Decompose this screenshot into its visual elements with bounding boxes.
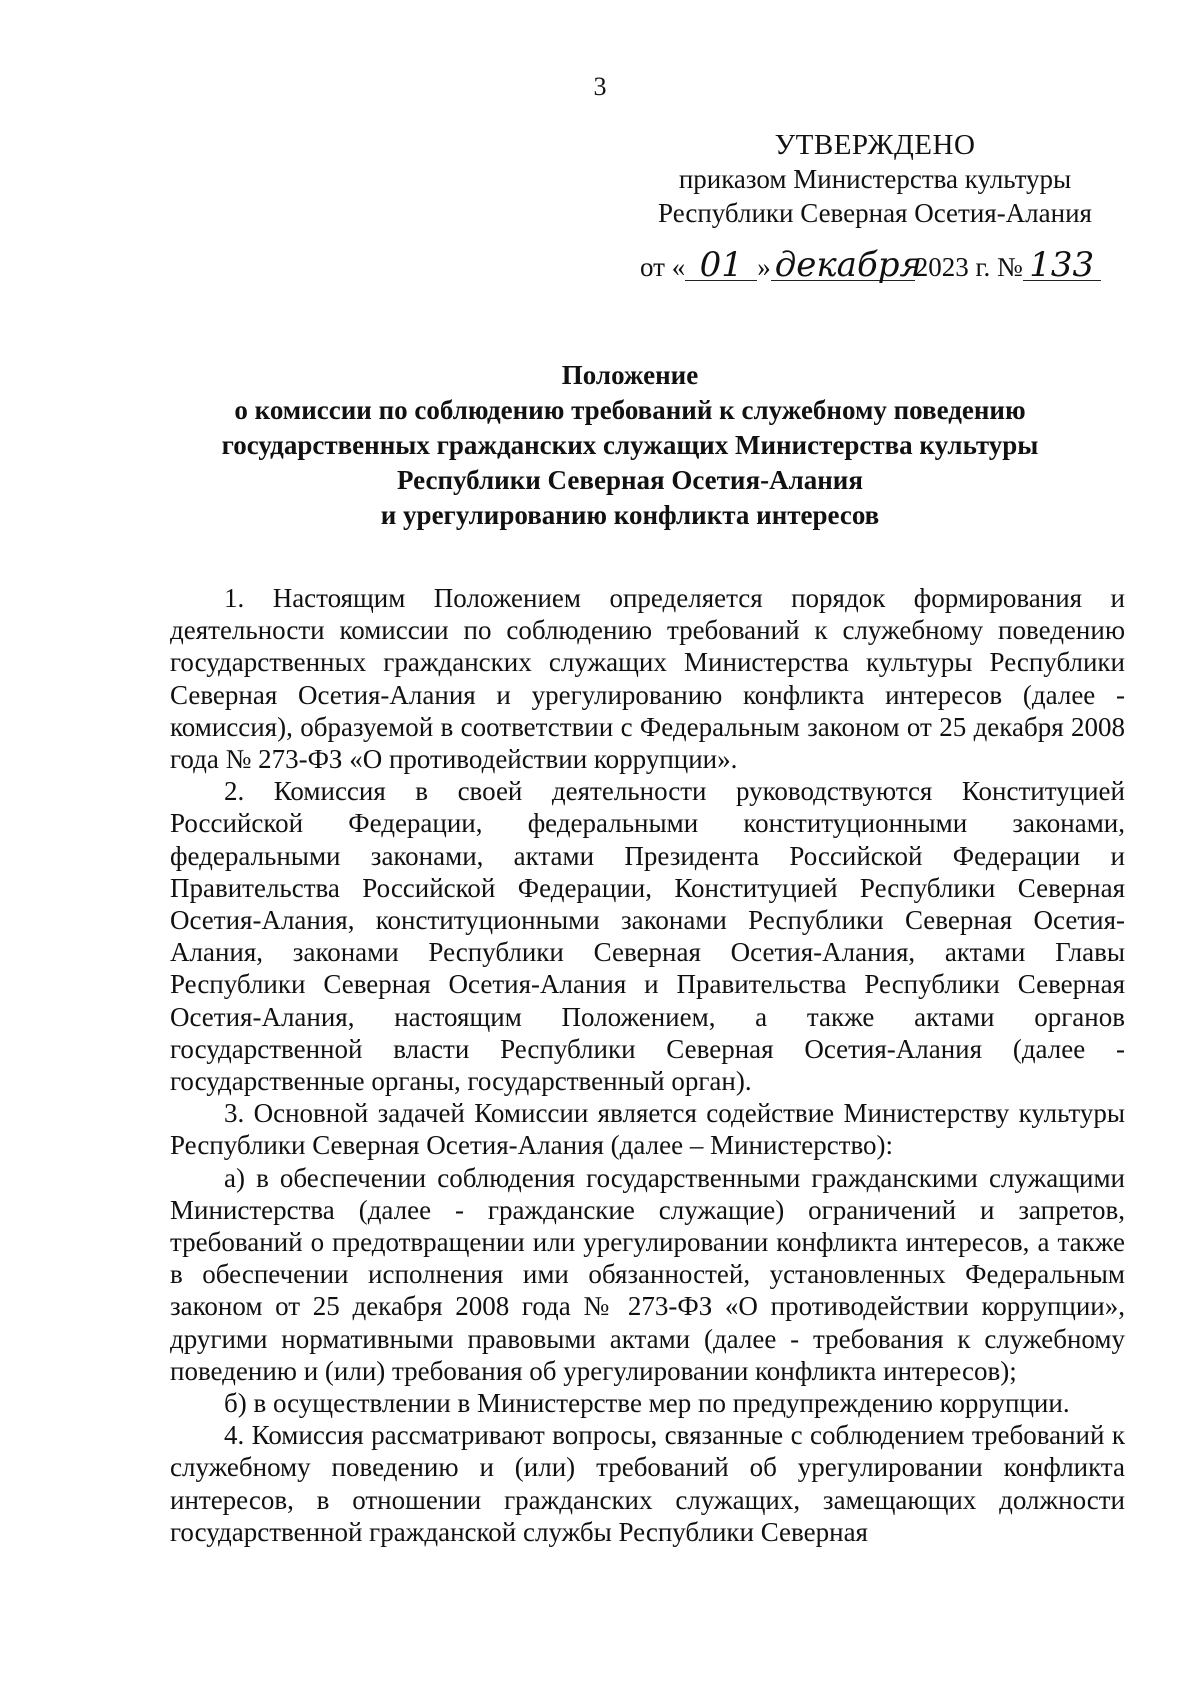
order-number: 133: [1023, 250, 1101, 281]
approval-stamp: [620, 128, 1130, 230]
title-line-5: и урегулированию конфликта интересов: [380, 500, 880, 530]
paragraph-3b: б) в осуществлении в Министерстве мер по предупреждению коррупции.: [224, 1388, 1070, 1419]
order-day: 01: [685, 250, 757, 281]
document-body: [170, 582, 1125, 1548]
page-number: 3: [593, 72, 607, 101]
approval-heading: УТВЕРЖДЕНО: [774, 129, 976, 161]
paragraph-3a: а) в обеспечении соблюдения государственными гражданскими служащими Министерства (далее - гражданские служащие) ограничений и запретов, требований о предотвращении или урегулировании конфликта интересов, а также в обеспечении исполнения ими обязанностей, установленных Федеральным законом от 25 декабря 2008 года № 273-ФЗ «О противодействии коррупции», другими нормативными правовыми актами (далее - требования к служебному поведению и (или) требования об урегулировании конфликта интересов);: [170, 1162, 1125, 1386]
paragraph-3: 3. Основной задачей Комиссии является содействие Министерству культуры Республики Северная Осетия-Алания (далее – Министерство):: [170, 1098, 1125, 1161]
paragraph-4: 4. Комиссия рассматривают вопросы, связанные с соблюдением требований к служебному поведению и (или) требований об урегулировании конфликта интересов, в отношении гражданских служащих, замещающих должности государственной гражданской службы Республики Северная: [170, 1420, 1125, 1547]
title-line-2: о комиссии по соблюдению требований к служебному поведению: [234, 395, 1026, 425]
order-month: декабря: [771, 250, 915, 281]
paragraph-2: 2. Комиссия в своей деятельности руководствуются Конституцией Российской Федерации, федеральными конституционными законами, федеральными законами, актами Президента Российской Федерации и Правительства Российской Федерации, Конституцией Республики Северная Осетия-Алания, конституционными законами Республики Северная Осетия-Алания, законами Республики Северная Осетия-Алания, актами Главы Республики Северная Осетия-Алания и Правительства Республики Северная Осетия-Алания, настоящим Положением, а также актами органов государственной власти Республики Северная Осетия-Алания (далее - государственные органы, государственный орган).: [170, 776, 1125, 1097]
title-line-1: Положение: [561, 360, 699, 390]
order-quote-close: »: [757, 252, 771, 282]
order-date-line: [640, 245, 1101, 285]
paragraph-1: 1. Настоящим Положением определяется порядок формирования и деятельности комиссии по соблюдению требований к служебному поведению государственных гражданских служащих Министерства культуры Республики Северная Осетия-Алания и урегулированию конфликта интересов (далее - комиссия), образуемой в соответствии с Федеральным законом от 25 декабря 2008 года № 273-ФЗ «О противодействии коррупции».: [170, 583, 1125, 775]
title-line-3: государственных гражданских служащих Министерства культуры: [221, 430, 1039, 460]
order-year: 2023 г. №: [914, 252, 1023, 282]
order-prefix: от «: [640, 252, 686, 282]
approval-line-1: приказом Министерства культуры: [678, 164, 1072, 194]
document-title: [150, 358, 1110, 533]
title-line-4: Республики Северная Осетия-Алания: [397, 465, 863, 495]
approval-line-2: Республики Северная Осетия-Алания: [658, 198, 1092, 228]
